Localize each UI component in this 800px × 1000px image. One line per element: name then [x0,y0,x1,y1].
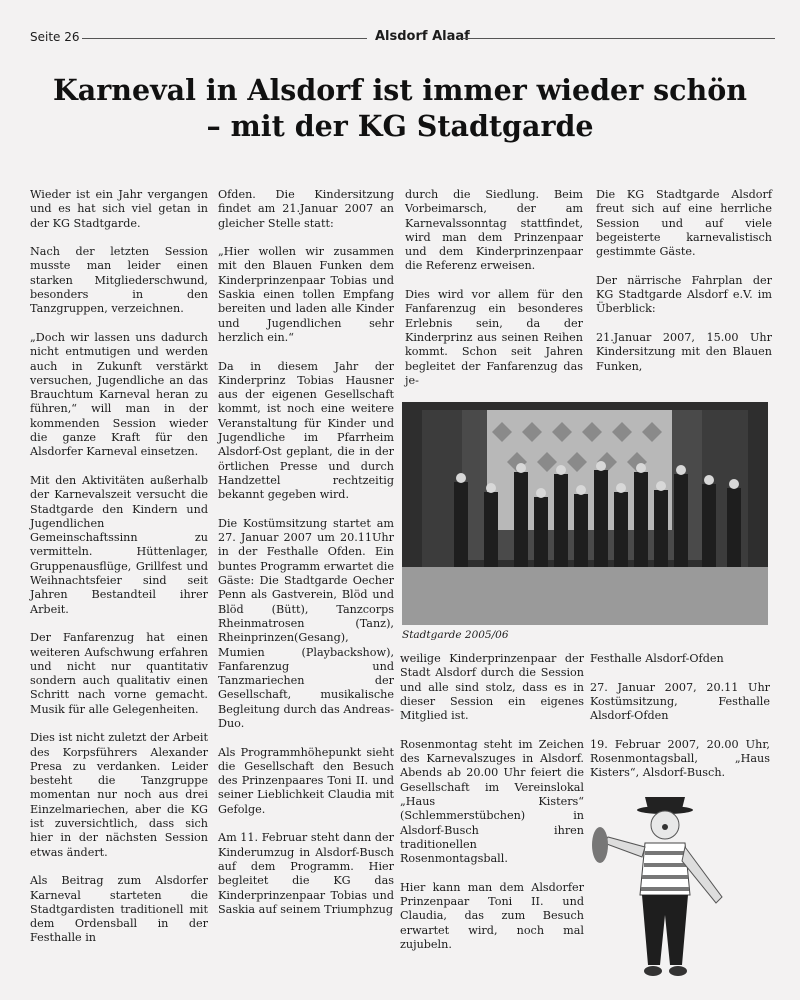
paragraph: Die Kostümsitzung startet am 27. Januar 2007 um 20.11Uhr in der Festhalle Ofden. Ein buntes Programm erwartet die Gäste: Die Stadtgarde Oecher Penn als Gastverein, Blöd und Blöd (Bütt), Tanzcorps Rheinmatrosen (Tanz), Rheinprinzen(Gesang), Mumien (Playbackshow), Fanfarenzug und Tanzmariechen der Gesellschaft, musikalische Begleitung durch das Andreas-Duo. [218,516,394,730]
paragraph: Ofden. Die Kindersitzung findet am 21.Januar 2007 an gleicher Stelle statt: [218,188,394,230]
header-rule-left [82,38,367,39]
photo-illustration [402,402,768,625]
paragraph: 27. Januar 2007, 20.11 Uhr Kostümsitzung, Festhalle Alsdorf-Ofden [590,680,770,723]
article-headline [40,72,760,144]
paragraph: 21.Januar 2007, 15.00 Uhr Kindersitzung mit den Blauen Funken, [596,330,772,373]
text-column-1 [30,188,208,960]
paragraph: Am 11. Februar steht dann der Kinderumzug in Alsdorf-Busch auf dem Programm. Hier begleitet die KG das Kinderprinzenpaar Tobias und Saskia auf seinem Triumphzug [218,831,394,916]
text-column-4-bottom [590,652,770,795]
clown-icon [590,785,740,985]
clown-illustration [590,785,740,985]
paragraph: Nach der letzten Session musste man leider einen starken Mitgliederschwund, besonders in den Tanzgruppen, verzeichnen. [30,245,208,316]
paragraph: Der närrische Fahrplan der KG Stadtgarde Alsdorf e.V. im Überblick: [596,273,772,316]
paragraph: Der Fanfarenzug hat einen weiteren Aufschwung erfahren und nicht nur quantitativ sondern auch qualitativ einen Schritt nach vorne gemacht. Musik für alle Gelegenheiten. [30,631,208,716]
header-rule-right [462,38,775,39]
paragraph: Die KG Stadtgarde Alsdorf freut sich auf eine herrliche Session und auf viele begeisterte karnevalistisch gestimmte Gäste. [596,188,772,259]
page-header [30,28,775,48]
text-column-2 [218,188,394,931]
paragraph: weilige Kinderprinzenpaar der Stadt Alsdorf durch die Session und alle sind stolz, dass es in dieser Session ein eigenes Mitglied ist. [400,652,584,723]
paragraph: „Doch wir lassen uns dadurch nicht entmutigen und werden auch in Zukunft verstärkt versuchen, Jugendliche an das Brauchtum Karneval heran zu führen,“ will man in der kommenden Session wieder die ganze Kraft für den Alsdorfer Karneval einsetzen. [30,330,208,459]
paragraph: Hier kann man dem Alsdorfer Prinzenpaar Toni II. und Claudia, das zum Besuch erwartet wird, noch mal zujubeln. [400,880,584,951]
text-column-3-top [405,188,583,402]
page-number: Seite 26 [30,30,80,44]
paragraph: 19. Februar 2007, 20.00 Uhr, Rosenmontagsball, „Haus Kisters“, Alsdorf-Busch. [590,737,770,780]
paragraph: durch die Siedlung. Beim Vorbeimarsch, der am Karnevalssonntag stattfindet, wird man dem Prinzenpaar und dem Kinderprinzenpaar die Referenz erweisen. [405,188,583,273]
paragraph: Dies wird vor allem für den Fanfarenzug ein besonderes Erlebnis sein, da der Kinderprinz aus seinen Reihen kommt. Schon seit Jahren begleitet der Fanfarenzug das je- [405,288,583,387]
text-column-4-top [596,188,772,388]
text-column-3-bottom [400,652,584,967]
magazine-title: Alsdorf Alaaf [375,29,470,44]
paragraph: Als Programmhöhepunkt sieht die Gesellschaft den Besuch des Prinzenpaares Toni II. und seiner Lieblichkeit Claudia mit Gefolge. [218,745,394,816]
headline-line-1: Karneval in Alsdorf ist immer wieder schön [53,73,747,107]
paragraph: Festhalle Alsdorf-Ofden [590,652,724,665]
paragraph: Rosenmontag steht im Zeichen des Karnevalszuges in Alsdorf. Abends ab 20.00 Uhr feiert die Gesellschaft im Vereinslokal „Haus Kisters“ (Schlemmerstübchen) in Alsdorf-Busch ihren traditionellen Rosenmontagsball. [400,737,584,866]
paragraph: „Hier wollen wir zusammen mit den Blauen Funken dem Kinderprinzenpaar Tobias und Saskia einen tollen Empfang bereiten und laden alle Kinder und Jugendlichen sehr herzlich ein.“ [218,245,394,344]
headline-line-2: – mit der KG Stadtgarde [206,109,594,143]
paragraph: Da in diesem Jahr der Kinderprinz Tobias Hausner aus der eigenen Gesellschaft kommt, ist noch eine weitere Veranstaltung für Kinder und Jugendliche im Pfarrheim Alsdorf-Ost geplant, die in der örtlichen Presse und durch Handzettel rechtzeitig bekannt gegeben wird. [218,359,394,502]
photo-caption: Stadtgarde 2005/06 [402,629,509,641]
paragraph: Dies ist nicht zuletzt der Arbeit des Korpsführers Alexander Presa zu verdanken. Leider besteht die Tanzgruppe momentan nur noch aus drei Einzelmariechen, aber die KG ist zuversichtlich, dass sich hier in der nächsten Session etwas ändert. [30,731,208,859]
paragraph: Mit den Aktivitäten außerhalb der Karnevalszeit versucht die Stadtgarde den Kindern und Jugendlichen Gemeinschaftssinn zu vermitteln. Hüttenlager, Gruppenausflüge, Grillfest und Weihnachtsfeier sind seit Jahren Bestandteil ihrer Arbeit. [30,473,208,616]
group-photo [402,402,768,625]
paragraph: Wieder ist ein Jahr vergangen und es hat sich viel getan in der KG Stadtgarde. [30,188,208,230]
paragraph: Als Beitrag zum Alsdorfer Karneval starteten die Stadtgardisten traditionell mit dem Ordensball in der Festhalle in [30,874,208,945]
